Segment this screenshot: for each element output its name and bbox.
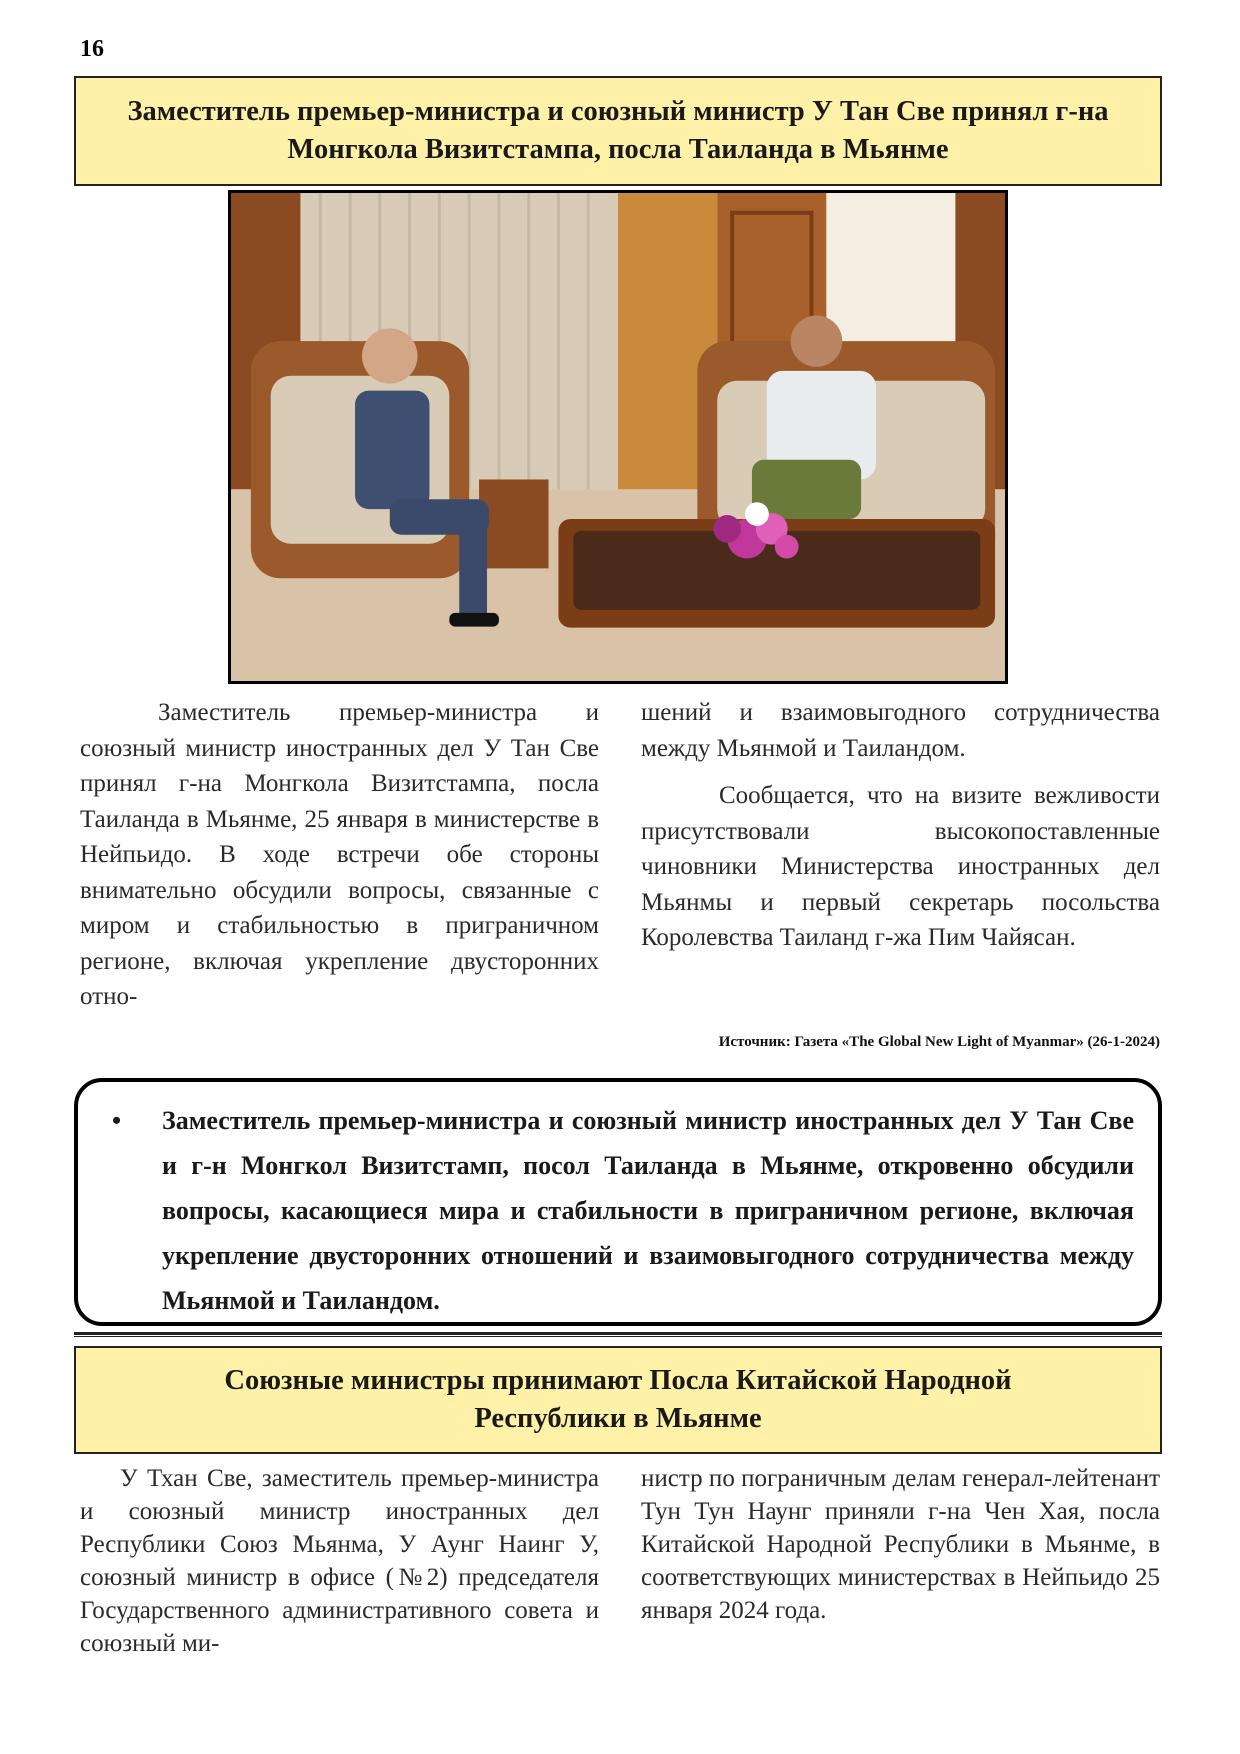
article2-left-column (80, 1462, 599, 1660)
summary-list (132, 1098, 1134, 1323)
article2-headline (74, 1346, 1162, 1454)
summary-bullet: • Заместитель премьер-министра и союзный министр иностранных дел У Тан Све и г-н Монгкол Визитстамп, посол Таиланда в Мьянме, откровенно обсудили вопросы, касающиеся мира и стабильности в приграничном регионе, включая укрепление двусторонних отношений и взаимовыгодного сотрудничества между Мьянмой и Таиландом. (132, 1098, 1134, 1323)
article2-right-column (641, 1462, 1160, 1627)
article2-headline-line2: Республики в Мьянме (474, 1403, 762, 1434)
article1-headline (74, 76, 1162, 186)
section-divider (74, 1332, 1162, 1337)
article1-headline-line1: Заместитель премьер-министра и союзный министр У Тан Све принял г-на (127, 96, 1109, 127)
article1-left-paragraph: Заместитель премьер-министра и союзный министр иностранных дел У Тан Све принял г-на Монгкола Визитстампа, посла Таиланда в Мьянме, 25 января в министерстве в Нейпьидо. В ходе встречи обе стороны внимательно обсудили вопросы, связанные с миром и стабильностью в приграничном регионе, включая укрепление двусторонних отно- (80, 699, 599, 1010)
article2-left-paragraph: У Тхан Све, заместитель премьер-министра и союзный министр иностранных дел Республики Союз Мьянма, У Аунг Наинг У, союзный министр в офисе (№2) председателя Государственного административного совета и союзный ми- (80, 1465, 599, 1657)
article2-right-paragraph: нистр по пограничным делам генерал-лейтенант Тун Тун Наунг приняли г-на Чен Хая, посла Китайской Народной Республики в Мьянме, в соответствующих министерствах в Нейпьидо 25 января 2024 года. (641, 1465, 1160, 1624)
article1-source: Источник: Газета «The Global New Light of Myanmar» (26-1-2024) (718, 1034, 1160, 1050)
article1-right-paragraph-2: Сообщается, что на визите вежливости присутствовали высокопоставленные чиновники Министерства иностранных дел Мьянмы и первый секретарь посольства Королевства Таиланд г-жа Пим Чайясан. (641, 782, 1160, 951)
page-number: 16 (80, 36, 104, 62)
article1-left-column (80, 695, 599, 1015)
article2-headline-line1: Союзные министры принимают Посла Китайской Народной (224, 1365, 1012, 1396)
article1-headline-line2: Монгкола Визитстампа, посла Таиланда в Мьянме (287, 134, 949, 165)
article1-right-paragraph-1: шений и взаимовыгодного сотрудничества между Мьянмой и Таиландом. (641, 699, 1160, 762)
summary-box (74, 1078, 1162, 1326)
meeting-photo (228, 190, 1008, 684)
article1-right-column (641, 695, 1160, 956)
